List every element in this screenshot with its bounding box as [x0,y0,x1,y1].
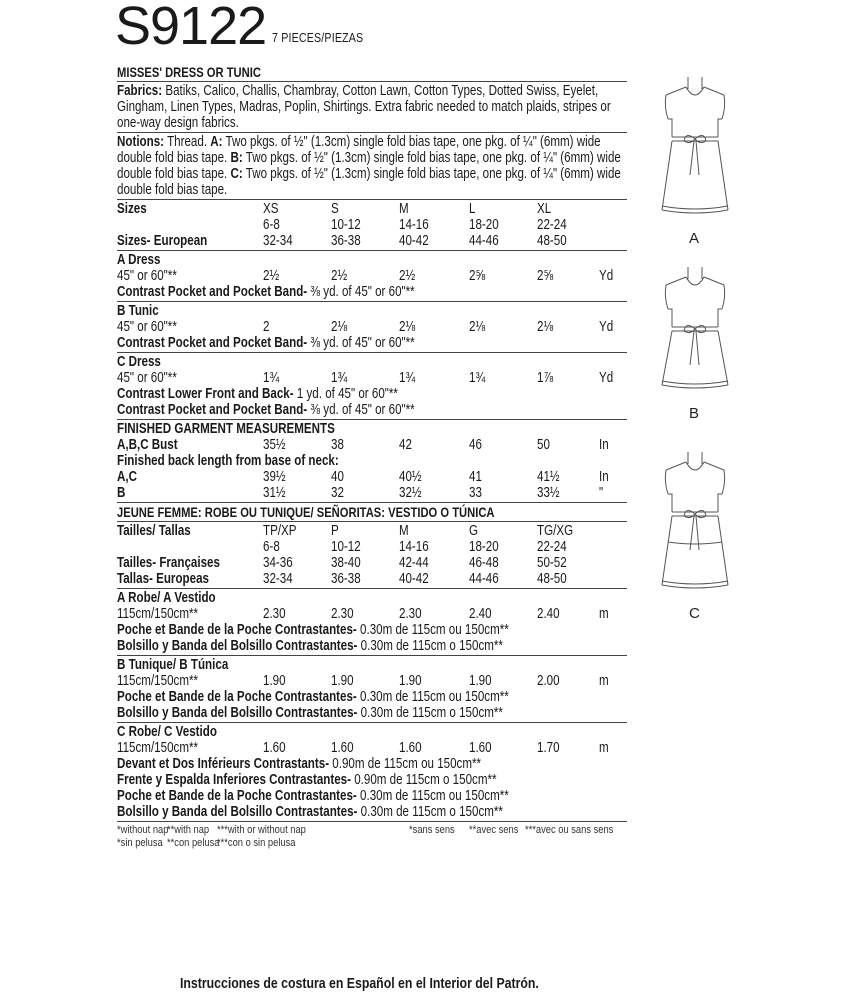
cell-value: 33 [469,485,482,501]
row-label: Finished back length from base of neck: [117,453,339,469]
unit-label: In [599,437,609,453]
cell-value: 10-12 [331,217,361,233]
dress-a-sketch [650,75,740,247]
dress-c-sketch [650,450,740,622]
contrast-note [117,804,525,820]
row-label: Tailles/ Tallas [117,523,191,539]
view-title [117,354,627,370]
tunic-b-sketch [650,265,740,430]
cell-value: 2.30 [331,606,354,622]
notions-part: Two pkgs. of ½" (1.3cm) single fold bias tape, one pkg. of ¼" (6mm) wide double fold bias tape. [117,166,621,198]
cell-value: 46 [469,437,482,453]
cell-value: 1.90 [263,673,286,689]
cell-value: 14-16 [399,217,429,233]
dress-c-illustration-icon [650,450,740,610]
title-row [117,0,627,62]
cell-value: 34-36 [263,555,293,571]
cell-value: 1¾ [469,370,486,386]
cell-value: 2 [263,319,270,335]
cell-value: XL [537,201,552,217]
cell-value: 40-42 [399,233,429,249]
cell-value: 32½ [399,485,422,501]
cell-value: 2⅛ [331,319,348,335]
cell-value: 44-46 [469,571,499,587]
cell-value: 2⅛ [399,319,416,335]
cell-value: 44-46 [469,233,499,249]
row-label: 115cm/150cm** [117,673,199,689]
size-letter-row [117,523,627,539]
cell-value: M [399,201,409,217]
note-label: Contrast Pocket and Pocket Band- [117,284,308,300]
note-text: ⅜ yd. of 45" or 60"** [307,284,415,300]
cell-value: 22-24 [537,217,567,233]
size-letter-row [117,201,627,217]
cell-value: 1.60 [469,740,492,756]
back-length-ac-row [117,469,627,485]
cell-value: 48-50 [537,571,567,587]
note-text: 0.90m de 115cm ou 150cm** [329,756,482,772]
cell-value: TG/XG [537,523,574,539]
footnotes [117,824,627,850]
cell-value: G [469,523,479,539]
cell-value: 18-20 [469,539,499,555]
notions-part: Two pkgs. of ½" (1.3cm) single fold bias tape, one pkg. of ¼" (6mm) wide double fold bias tape. [117,150,621,182]
row-label: A Robe/ A Vestido [117,590,216,606]
cell-value: 42 [399,437,412,453]
note-label: Contrast Lower Front and Back- [117,386,294,402]
row-label: 45" or 60"** [117,268,177,284]
contrast-note [117,386,525,402]
cell-value: 14-16 [399,539,429,555]
unit-label: In [599,469,609,485]
french-spanish-yardage-table [117,590,627,822]
notions-part: Thread. [167,134,211,150]
footnote: *sin pelusa [117,837,163,849]
footnote: *without nap [117,824,169,836]
footnote: **avec sens [469,824,519,836]
row-label: 115cm/150cm** [117,740,199,756]
contrast-note [117,756,525,772]
unit-label: m [599,740,609,756]
note-label: Bolsillo y Banda del Bolsillo Contrastantes- [117,705,358,721]
footnote: *sans sens [409,824,455,836]
divider [117,250,627,251]
row-label: Tallas- Europeas [117,571,209,587]
size-european-row [117,233,627,249]
spanish-instructions-note: Instrucciones de costura en Español en el Interior del Patrón. [180,975,539,992]
cell-value: 6-8 [263,539,280,555]
cell-value: M [399,523,409,539]
fabrics-label: Fabrics: [117,83,163,99]
cell-value: 2½ [331,268,348,284]
cell-value: 48-50 [537,233,567,249]
footnote: **with nap [167,824,210,836]
cell-value: 1¾ [331,370,348,386]
note-text: 0.30m de 115cm ou 150cm** [356,689,509,705]
cell-value: 36-38 [331,233,361,249]
cell-value: L [469,201,476,217]
note-label: Contrast Pocket and Pocket Band- [117,335,308,351]
yardage-row [117,319,627,335]
size-european-row [117,571,627,587]
divider [117,301,627,302]
cell-value: 1.90 [331,673,354,689]
sketch-label: B [689,405,700,422]
cell-value: 42-44 [399,555,429,571]
view-title [117,657,627,673]
cell-value: P [331,523,339,539]
row-label: B Tunic [117,303,159,319]
unit-label: Yd [599,268,614,284]
divider [117,821,627,822]
cell-value: 2.40 [469,606,492,622]
cell-value: 46-48 [469,555,499,571]
cell-value: 40-42 [399,571,429,587]
back-length-label [117,453,627,469]
note-label: Poche et Bande de la Poche Contrastantes- [117,689,357,705]
french-spanish-section-title: JEUNE FEMME: ROBE OU TUNIQUE/ SEÑORITAS: VESTIDO O TÚNICA [117,504,495,520]
note-label: Devant et Dos Inférieurs Contrastants- [117,756,330,772]
view-title [117,303,627,319]
cell-value: TP/XP [263,523,297,539]
cell-value: 33½ [537,485,560,501]
note-label: Poche et Bande de la Poche Contrastantes- [117,622,357,638]
row-label: FINISHED GARMENT MEASUREMENTS [117,421,335,437]
cell-value: 40 [331,469,344,485]
row-label: Sizes- European [117,233,208,249]
divider [117,588,627,589]
meterage-row [117,740,627,756]
note-text: 0.30m de 115cm o 150cm** [357,705,503,721]
size-number-row [117,539,627,555]
view-letter: C: [230,166,243,182]
english-size-table [117,201,627,249]
yardage-row [117,268,627,284]
unit-label: m [599,606,609,622]
contrast-note [117,772,525,788]
footnote-row [117,824,627,837]
cell-value: 50 [537,437,550,453]
contrast-note [117,638,525,654]
row-label: A,C [117,469,137,485]
notions-text [117,134,621,198]
contrast-note [117,705,525,721]
meterage-row [117,673,627,689]
dress-a-illustration-icon [650,75,740,235]
contrast-note [117,788,525,804]
pattern-number: S9122 [115,0,267,56]
cell-value: 32-34 [263,571,293,587]
divider [117,352,627,353]
divider [117,419,627,420]
unit-label: " [599,485,604,501]
measurements-title [117,421,627,437]
cell-value: S [331,201,339,217]
cell-value: 1¾ [263,370,280,386]
cell-value: 2.30 [399,606,422,622]
divider [117,132,627,133]
size-number-row [117,217,627,233]
divider [117,521,627,522]
cell-value: 35½ [263,437,286,453]
row-label: Tailles- Françaises [117,555,220,571]
view-title [117,252,627,268]
cell-value: 18-20 [469,217,499,233]
row-label: 45" or 60"** [117,370,177,386]
cell-value: 2⅝ [469,268,486,284]
meterage-row [117,606,627,622]
cell-value: 1.90 [399,673,422,689]
cell-value: 2⅝ [537,268,554,284]
contrast-note [117,689,525,705]
pattern-envelope-back [117,0,627,850]
view-letter: B: [230,150,243,166]
note-label: Contrast Pocket and Pocket Band- [117,402,308,418]
note-text: ⅜ yd. of 45" or 60"** [307,335,415,351]
note-text: 0.90m de 115cm o 150cm** [351,772,497,788]
cell-value: 10-12 [331,539,361,555]
divider [117,655,627,656]
row-label: 45" or 60"** [117,319,177,335]
size-french-row [117,555,627,571]
cell-value: 38 [331,437,344,453]
cell-value: 39½ [263,469,286,485]
footnote: ***with or without nap [217,824,306,836]
notions-label: Notions: [117,134,165,150]
cell-value: 36-38 [331,571,361,587]
cell-value: 41 [469,469,482,485]
divider [117,81,627,82]
contrast-note [117,402,525,418]
cell-value: 2½ [399,268,416,284]
note-label: Poche et Bande de la Poche Contrastantes- [117,788,357,804]
row-label: C Robe/ C Vestido [117,724,217,740]
footnote: **con pelusa [167,837,220,849]
note-label: Bolsillo y Banda del Bolsillo Contrastantes- [117,638,358,654]
cell-value: 6-8 [263,217,280,233]
note-text: 0.30m de 115cm ou 150cm** [356,622,509,638]
view-title [117,724,627,740]
fabrics-paragraph [117,83,629,131]
cell-value: 50-52 [537,555,567,571]
contrast-note [117,284,525,300]
note-text: 1 yd. of 45" or 60"** [293,386,398,402]
notions-paragraph [117,134,629,198]
cell-value: 1⅞ [537,370,554,386]
note-text: 0.30m de 115cm o 150cm** [357,638,503,654]
bust-row [117,437,627,453]
row-label: C Dress [117,354,161,370]
pieces-count: 7 PIECES/PIEZAS [272,30,364,45]
cell-value: 40½ [399,469,422,485]
unit-label: Yd [599,319,614,335]
notions-part: Two pkgs. of ½" (1.3cm) single fold bias tape, one pkg. of ¼" (6mm) wide double fold bias tape. [117,134,601,166]
row-label: A Dress [117,252,161,268]
english-section-title: MISSES' DRESS OR TUNIC [117,64,261,80]
contrast-note [117,335,525,351]
row-label: Sizes [117,201,147,217]
divider [117,502,627,503]
divider [117,199,627,200]
cell-value: 1.70 [537,740,560,756]
cell-value: 1.60 [399,740,422,756]
cell-value: 1.90 [469,673,492,689]
tunic-b-illustration-icon [650,265,740,425]
cell-value: 2⅛ [469,319,486,335]
finished-measurements [117,421,627,501]
divider [117,722,627,723]
sketch-label: C [689,605,700,622]
unit-label: Yd [599,370,614,386]
english-yardage-table [117,252,627,420]
footnote: ***con o sin pelusa [217,837,296,849]
cell-value: 1.60 [331,740,354,756]
cell-value: 32 [331,485,344,501]
sketch-label: A [689,230,700,247]
note-text: 0.30m de 115cm o 150cm** [357,804,503,820]
cell-value: 31½ [263,485,286,501]
note-text: 0.30m de 115cm ou 150cm** [356,788,509,804]
footnote: ***avec ou sans sens [525,824,614,836]
cell-value: 32-34 [263,233,293,249]
cell-value: 41½ [537,469,560,485]
view-title [117,590,627,606]
back-length-b-row [117,485,627,501]
row-label: A,B,C Bust [117,437,178,453]
cell-value: 22-24 [537,539,567,555]
cell-value: 2½ [263,268,280,284]
cell-value: 2.40 [537,606,560,622]
note-label: Frente y Espalda Inferiores Contrastantes- [117,772,351,788]
note-text: ⅜ yd. of 45" or 60"** [307,402,415,418]
row-label: 115cm/150cm** [117,606,199,622]
cell-value: 2⅛ [537,319,554,335]
row-label: B [117,485,126,501]
fabrics-text: Batiks, Calico, Challis, Chambray, Cotton Lawn, Cotton Types, Dotted Swiss, Eyelet, Gingham, Linen Types, Madras, Poplin, Shirtings. Extra fabric needed to match plaids, stripes or one-way design fabrics. [117,83,611,131]
french-spanish-size-table [117,523,627,587]
yardage-row [117,370,627,386]
cell-value: 1¾ [399,370,416,386]
row-label: B Tunique/ B Túnica [117,657,229,673]
view-letter: A: [210,134,223,150]
contrast-note [117,622,525,638]
cell-value: 1.60 [263,740,286,756]
cell-value: 2.30 [263,606,286,622]
unit-label: m [599,673,609,689]
note-label: Bolsillo y Banda del Bolsillo Contrastantes- [117,804,358,820]
cell-value: XS [263,201,279,217]
footnote-row [117,837,627,850]
cell-value: 38-40 [331,555,361,571]
cell-value: 2.00 [537,673,560,689]
